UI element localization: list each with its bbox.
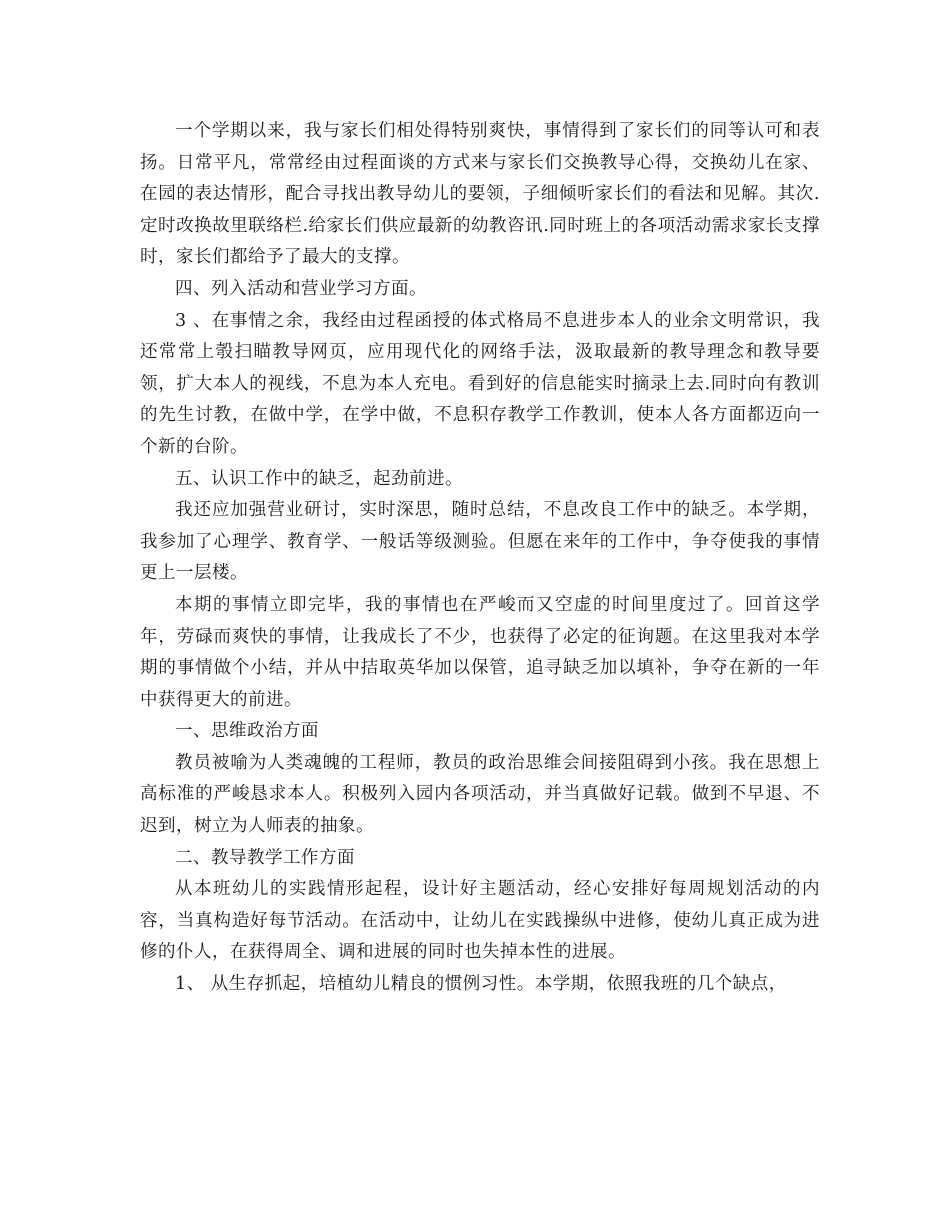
heading-activities-and-study: 四、列入活动和营业学习方面。 xyxy=(175,278,427,299)
paragraph-self-study: 3 、在事情之余，我经由过程函授的体式格局不息进步本人的业余文明常识，我还常常上彀扫瞄教导网页，应用现代化的网络手法，汲取最新的教导理念和教导要领，扩大本人的视线，不息为本人充电。看到好的信息能实时摘录上去.同时向有教训的先生讨教，在做中学，在学中做，不息积存教学工作教训，使本人各方面都迈向一个新的台阶。 xyxy=(140,310,820,457)
heading-ideology-politics: 一、思维政治方面 xyxy=(175,721,319,742)
paragraph-semester-summary: 本期的事情立即完毕，我的事情也在严峻而又空虚的时间里度过了。回首这学年，劳碌而爽快的事情，让我成长了不少，也获得了必定的征询题。在这里我对本学期的事情做个小结，并从中拮取英华加以保管，追寻缺乏加以填补，争夺在新的一年中获得更大的前进。 xyxy=(140,594,820,710)
heading-shortcomings: 五、认识工作中的缺乏，起劲前进。 xyxy=(175,468,463,489)
paragraph-habit-training: 1、 从生存抓起，培植幼儿精良的惯例习性。本学期，依照我班的几个缺点， xyxy=(175,974,787,995)
document-body xyxy=(140,116,820,1001)
heading-teaching-work: 二、教导教学工作方面 xyxy=(175,847,355,868)
paragraph-research-reflection: 我还应加强营业研讨，实时深思，随时总结，不息改良工作中的缺乏。本学期，我参加了心理学、教育学、一般话等级测验。但愿在来年的工作中，争夺使我的事情更上一层楼。 xyxy=(140,500,820,584)
paragraph-theme-activities: 从本班幼儿的实践情形起程，设计好主题活动，经心安排好每周规划活动的内容，当真构造好每节活动。在活动中，让幼儿在实践操纵中进修，使幼儿真正成为进修的仆人，在获得周全、调和进展的同时也失掉本性的进展。 xyxy=(140,879,820,963)
paragraph-parent-communication: 一个学期以来，我与家长们相处得特别爽快，事情得到了家长们的同等认可和表扬。日常平凡，常常经由过程面谈的方式来与家长们交换教导心得，交换幼儿在家、在园的表达情形，配合寻找出教导幼儿的要领，子细倾听家长们的看法和见解。其次.定时改换故里联络栏.给家长们供应最新的幼教咨讯.同时班上的各项活动需求家长支撑时，家长们都给予了最大的支撑。 xyxy=(140,121,820,268)
paragraph-teacher-role: 教员被喻为人类魂魄的工程师，教员的政治思维会间接阻碍到小孩。我在思想上高标准的严峻恳求本人。积极列入园内各项活动，并当真做好记载。做到不早退、不迟到，树立为人师表的抽象。 xyxy=(140,752,820,837)
